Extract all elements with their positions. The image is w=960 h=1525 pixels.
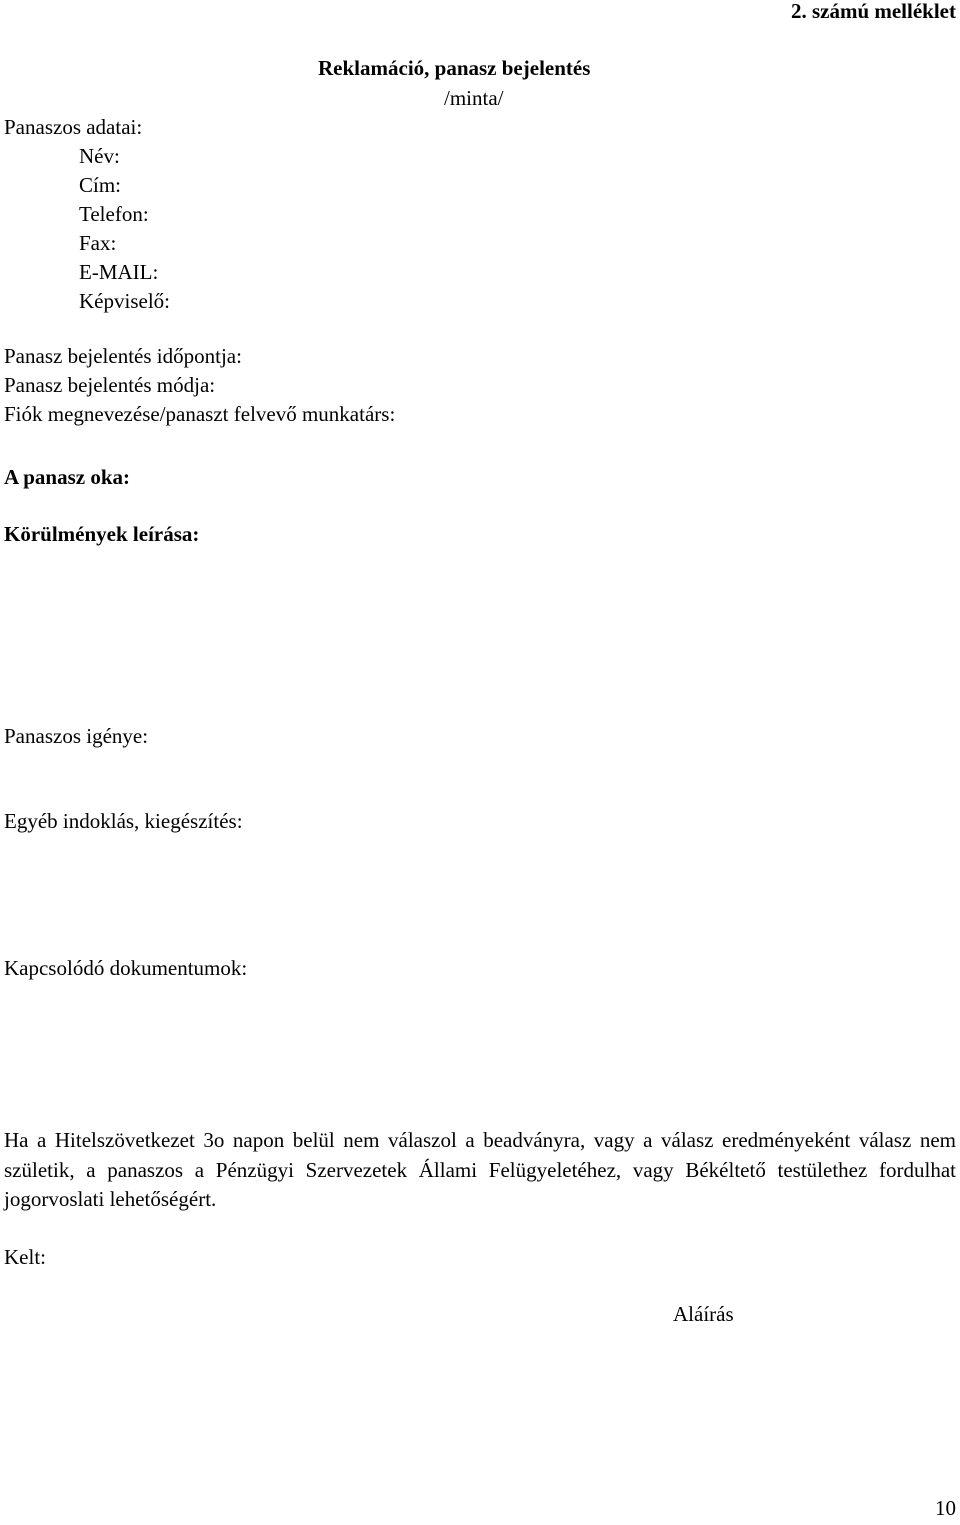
field-fax: Fax: (79, 231, 117, 255)
document-title: Reklamáció, panasz bejelentés (318, 56, 591, 80)
related-documents-label: Kapcsolódó dokumentumok: (4, 956, 248, 980)
branch-staff-label: Fiók megnevezése/panaszt felvevő munkatárs: (4, 402, 396, 426)
circumstances-label: Körülmények leírása: (4, 522, 200, 546)
complaint-reason-label: A panasz oka: (4, 465, 131, 489)
field-email: E-MAIL: (79, 260, 159, 284)
field-address: Cím: (79, 173, 122, 197)
complainant-heading: Panaszos adatai: (4, 115, 143, 139)
field-name: Név: (79, 144, 120, 168)
document-subtitle: /minta/ (444, 86, 504, 110)
dated-label: Kelt: (4, 1245, 46, 1269)
page-number: 10 (935, 1496, 956, 1520)
field-phone: Telefon: (79, 202, 149, 226)
field-representative: Képviselő: (79, 289, 170, 313)
submission-time-label: Panasz bejelentés időpontja: (4, 344, 242, 368)
notice-paragraph: Ha a Hitelszövetkezet 3o napon belül nem válaszol a beadványra, vagy a válasz eredményeként válasz nem születik, a panaszos a Pénzügyi Szervezetek Állami Felügyeletéhez, vagy Békéltető testülethez fordulhat jogorvoslati lehetőségért. (4, 1128, 956, 1211)
signature-label: Aláírás (673, 1302, 734, 1326)
submission-method-label: Panasz bejelentés módja: (4, 373, 216, 397)
annex-label: 2. számú melléklet (790, 0, 956, 23)
claim-label: Panaszos igénye: (4, 724, 149, 748)
other-justification-label: Egyéb indoklás, kiegészítés: (4, 809, 243, 833)
